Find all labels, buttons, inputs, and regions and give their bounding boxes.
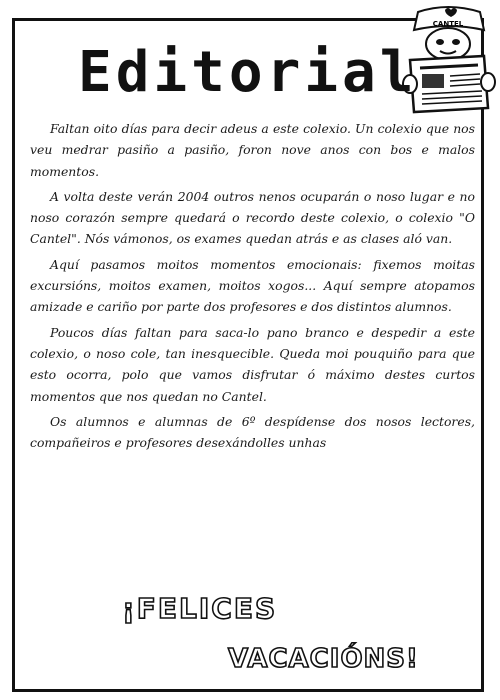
paragraph: A volta deste verán 2004 outros nenos ocuparán o noso lugar e no noso corazón sempre quedará o recordo deste colexio, o colexio "O Cantel". Nós vámonos, os exames quedan atrás e as clases aló van.	[30, 188, 475, 247]
greeting-line-2: VACACIÓNS!	[228, 644, 419, 674]
paragraph: Poucos días faltan para saca-lo pano branco e despedir a este colexio, o noso cole, tan inesquecible. Queda moi pouquiño para que esto ocorra, polo que vamos disfrutar ó máximo destes curtos momentos que nos quedan no Cantel.	[30, 324, 475, 404]
greeting-line-1: ¡FELICES	[122, 592, 278, 625]
paragraph: Aquí pasamos moitos momentos emocionais: fixemos moitas excursións, moitos examen, moitos xogos... Aquí sempre atopamos amizade e cariño por parte dos profesores e dos distintos alumnos.	[30, 256, 475, 315]
paragraph: Faltan oito días para decir adeus a este colexio. Un colexio que nos veu medrar pasiño a pasiño, foron nove anos con bos e malos momentos.	[30, 121, 475, 179]
editorial-body	[30, 118, 475, 457]
editorial-title: Editorial	[78, 40, 418, 105]
paragraph: Os alumnos e alumnas de 6º despídense dos nosos lectores, compañeiros e profesores desexándolles unhas	[30, 413, 475, 451]
logo-text: CANTEL	[432, 20, 464, 28]
